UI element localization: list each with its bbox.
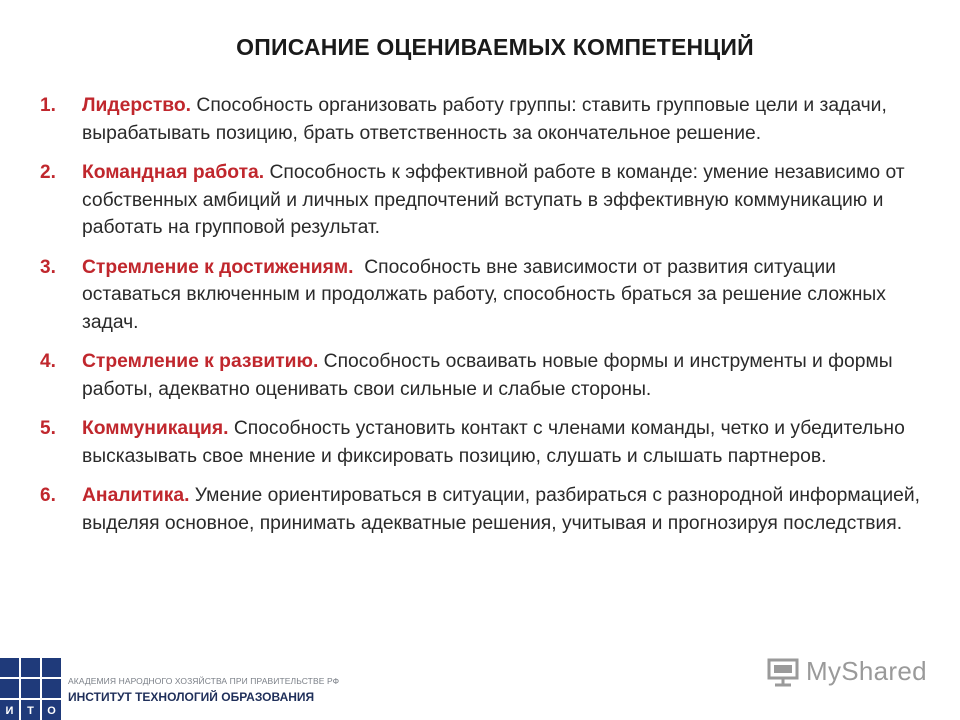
item-number: 6. xyxy=(40,485,56,506)
item-term: Коммуникация. xyxy=(82,418,229,439)
item-description: Способность установить контакт с членами команды, четко и убедительно высказывать свое мнение и фиксировать позицию, слушать и слышать партнеров. xyxy=(82,418,905,467)
item-number: 5. xyxy=(40,418,56,439)
watermark xyxy=(766,656,927,687)
item-description: Способность вне зависимости от развития ситуации оставаться включенным и продолжать работу, способность браться за решение сложных задач. xyxy=(82,256,892,333)
item-description: Способность к эффективной работе в команде: умение независимо от собственных амбиций и личных предпочтений вступать в эффективную коммуникацию и работать на групповой результат. xyxy=(82,162,905,238)
list-item xyxy=(40,254,920,337)
footer-org xyxy=(68,676,339,704)
slide-title: ОПИСАНИЕ ОЦЕНИВАЕМЫХ КОМПЕТЕНЦИЙ xyxy=(236,34,754,60)
item-term: Аналитика. xyxy=(82,485,190,506)
logo-letter: И xyxy=(5,705,14,717)
item-number: 3. xyxy=(40,256,56,278)
item-number: 1. xyxy=(40,95,56,116)
item-description: Способность организовать работу группы: ставить групповые цели и задачи, вырабатывать позицию, брать ответственность за окончательное решение. xyxy=(82,95,887,144)
item-number: 4. xyxy=(40,351,56,372)
item-term: Лидерство. xyxy=(82,95,192,116)
item-text xyxy=(82,159,920,242)
item-description: Способность осваивать новые формы и инструменты и формы работы, адекватно оценивать свои сильные и слабые стороны. xyxy=(82,351,893,400)
item-text xyxy=(82,482,920,537)
list-item xyxy=(40,482,920,537)
item-term: Стремление к достижениям. xyxy=(82,256,354,278)
item-text xyxy=(82,92,920,147)
logo-letter: Т xyxy=(27,705,34,717)
item-text xyxy=(82,254,920,337)
presentation-icon xyxy=(766,657,800,687)
item-term: Стремление к развитию. xyxy=(82,351,319,372)
item-text xyxy=(82,348,920,403)
item-description: Умение ориентироваться в ситуации, разбираться с разнородной информацией, выделяя основное, принимать адекватные решения, учитывая и прогнозируя последствия. xyxy=(82,485,921,534)
competency-list xyxy=(40,92,920,549)
item-term: Командная работа. xyxy=(82,162,265,183)
list-item xyxy=(40,92,920,147)
list-item xyxy=(40,348,920,403)
ito-logo xyxy=(0,658,62,720)
footer-institute: ИНСТИТУТ ТЕХНОЛОГИЙ ОБРАЗОВАНИЯ xyxy=(68,690,315,704)
logo-letter: О xyxy=(47,705,56,717)
footer-academy: АКАДЕМИЯ НАРОДНОГО ХОЗЯЙСТВА ПРИ ПРАВИТЕЛЬСТВЕ РФ xyxy=(68,676,340,686)
item-number: 2. xyxy=(40,162,56,183)
watermark-text: MyShared xyxy=(806,656,927,686)
item-text xyxy=(82,415,920,470)
list-item xyxy=(40,415,920,470)
list-item xyxy=(40,159,920,242)
